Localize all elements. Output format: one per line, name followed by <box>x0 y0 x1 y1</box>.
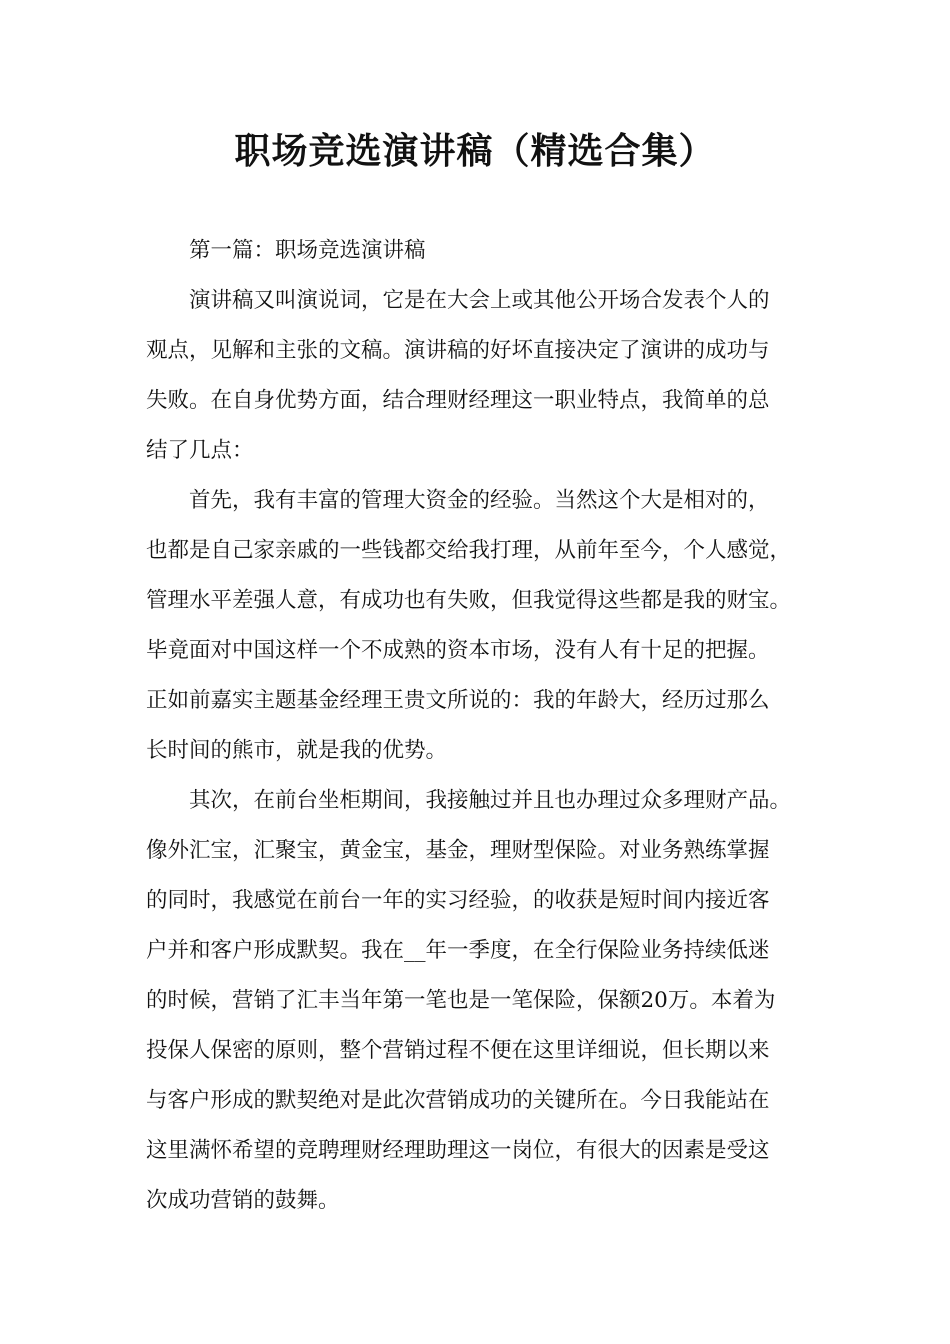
paragraph-line: 与客户形成的默契绝对是此次营销成功的关键所在。今日我能站在 <box>146 1088 770 1113</box>
paragraph-line: 户并和客户形成默契。我在__年一季度，在全行保险业务持续低迷 <box>146 938 770 963</box>
paragraph-line: 这里满怀希望的竞聘理财经理助理这一岗位，有很大的因素是受这 <box>146 1138 770 1163</box>
paragraph-line: 失败。在自身优势方面，结合理财经理这一职业特点，我简单的总 <box>146 388 770 413</box>
paragraph-line: 结了几点： <box>146 438 254 463</box>
paragraph-line: 毕竟面对中国这样一个不成熟的资本市场，没有人有十足的把握。 <box>146 638 770 663</box>
paragraph-line: 也都是自己家亲戚的一些钱都交给我打理，从前年至今，个人感觉， <box>146 538 792 563</box>
paragraph-line: 首先，我有丰富的管理大资金的经验。当然这个大是相对的， <box>189 488 770 513</box>
paragraph-line: 演讲稿又叫演说词，它是在大会上或其他公开场合发表个人的 <box>189 288 770 313</box>
paragraph-line: 正如前嘉实主题基金经理王贵文所说的：我的年龄大，经历过那么 <box>146 688 770 713</box>
document-title: 职场竞选演讲稿（精选合集） <box>234 131 716 172</box>
paragraph-line: 管理水平差强人意，有成功也有失败，但我觉得这些都是我的财宝。 <box>146 588 792 613</box>
paragraph-line: 观点，见解和主张的文稿。演讲稿的好坏直接决定了演讲的成功与 <box>146 338 770 363</box>
paragraph-line: 的时候，营销了汇丰当年第一笔也是一笔保险，保额20万。本着为 <box>146 988 776 1013</box>
paragraph-line: 的同时，我感觉在前台一年的实习经验，的收获是短时间内接近客 <box>146 888 770 913</box>
paragraph-line: 其次，在前台坐柜期间，我接触过并且也办理过众多理财产品。 <box>189 788 792 813</box>
section-heading: 第一篇：职场竞选演讲稿 <box>189 238 426 263</box>
paragraph-line: 次成功营销的鼓舞。 <box>146 1188 340 1213</box>
paragraph-line: 像外汇宝，汇聚宝，黄金宝，基金，理财型保险。对业务熟练掌握 <box>146 838 770 863</box>
paragraph-line: 投保人保密的原则，整个营销过程不便在这里详细说，但长期以来 <box>146 1038 770 1063</box>
paragraph-line: 长时间的熊市，就是我的优势。 <box>146 738 448 763</box>
